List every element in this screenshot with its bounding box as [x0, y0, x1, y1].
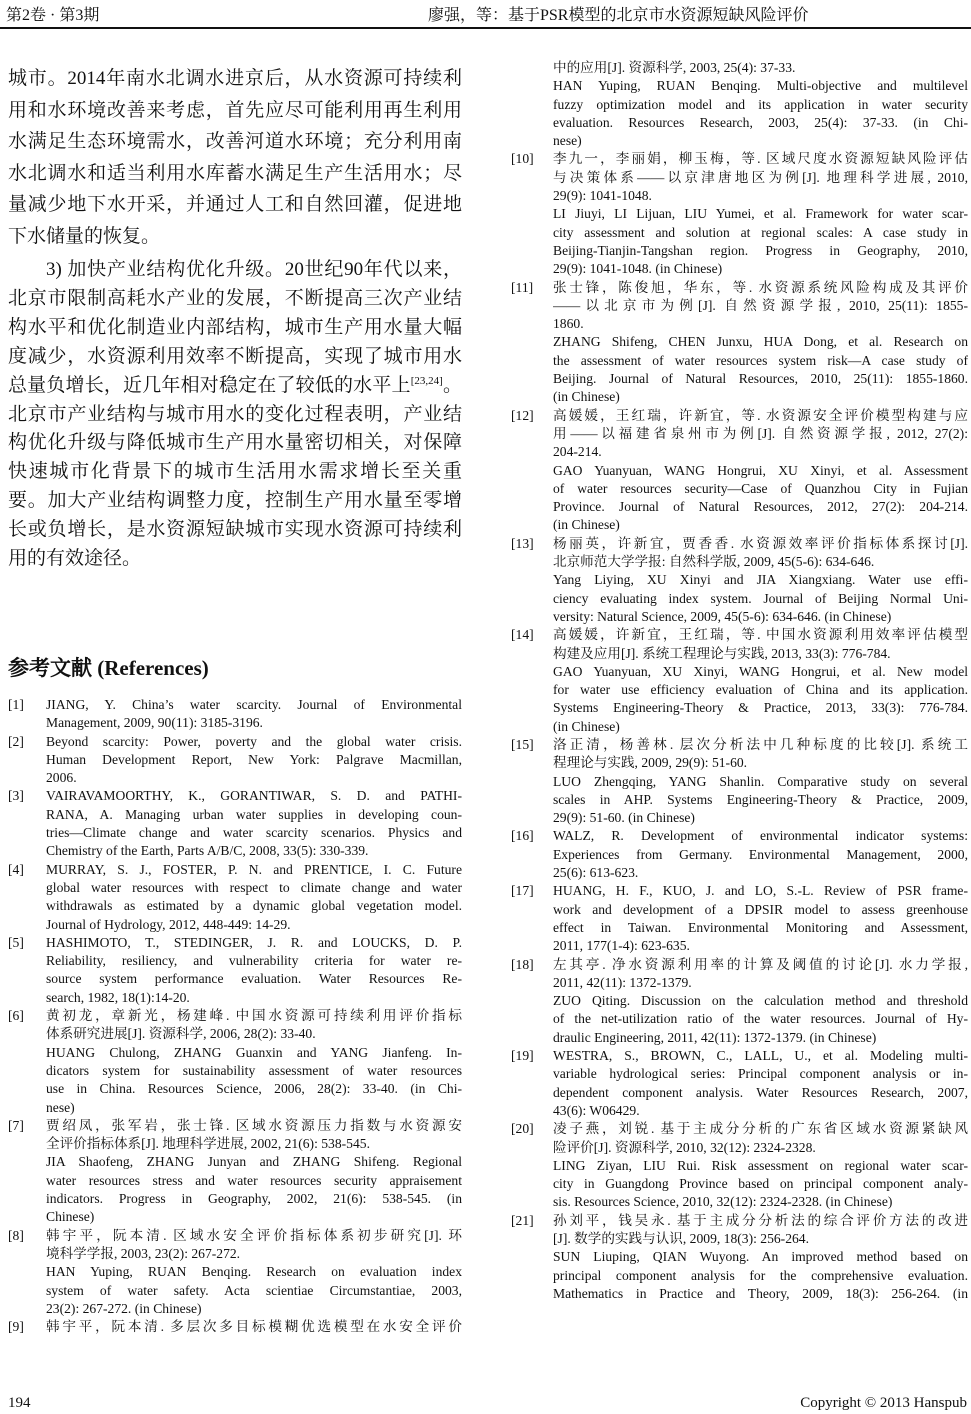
text-line: 高媛媛，许新宜，王红瑞，等. 中国水资源利用效率评估模型	[553, 627, 968, 643]
reference-entry	[8, 861, 462, 934]
reference-text-block	[46, 1117, 462, 1154]
journal-volume-issue: 第2卷 · 第3期	[6, 7, 100, 24]
text-line: LUO Zhengqing, YANG Shanlin. Comparative study on several	[553, 773, 968, 789]
reference-text-block	[553, 1047, 968, 1120]
reference-text-block	[46, 861, 462, 934]
text-line: 2011, 42(11): 1372-1379.	[553, 974, 692, 990]
reference-text-block	[553, 279, 968, 334]
reference-text-block	[46, 1227, 462, 1264]
reference-text-block	[46, 1153, 462, 1226]
text-line: HAN Yuping, RUAN Benqing. Research on evaluation index	[46, 1264, 462, 1280]
reference-number: [5]	[8, 934, 24, 950]
text-line: global water resources with respect to climate change and water	[46, 879, 462, 895]
reference-entry	[511, 956, 968, 1047]
text-line: JIA Shaofeng, ZHANG Junyan and ZHANG Shifeng. Regional	[46, 1154, 462, 1170]
reference-text-block	[553, 882, 968, 955]
reference-entry	[511, 1047, 968, 1120]
text-line: 3) 加快产业结构优化升级。20世纪90年代以来，	[46, 259, 462, 280]
copyright-notice: Copyright © 2013 Hanspub	[800, 1395, 967, 1411]
reference-number: [3]	[8, 788, 24, 804]
reference-text-block	[553, 827, 968, 882]
reference-entry	[511, 626, 968, 736]
text-line: WESTRA, S., BROWN, C., LALL, U., et al. Modeling multi-	[553, 1048, 968, 1064]
text-line: scales in AHP. Systems Engineering-Theory & Practice, 2009,	[553, 791, 968, 807]
text-line: Journal of Hydrology, 2012, 448-449: 14-29.	[46, 916, 291, 932]
reference-text-block	[46, 1263, 462, 1318]
text-segment: 。	[442, 374, 462, 396]
text-line: (in Chinese)	[553, 517, 620, 533]
references-list-left	[8, 696, 462, 1336]
reference-text-block	[46, 934, 462, 1007]
text-line: versity: Natural Science, 2009, 45(5-6): 634-646. (in Chinese)	[553, 608, 892, 624]
text-line: the assessment of water resources system risk—A case study of	[553, 352, 968, 368]
reference-text-block	[553, 150, 968, 205]
reference-number: [14]	[511, 627, 534, 643]
running-title: 廖强，等：基于PSR模型的北京市水资源短缺风险评价	[428, 7, 809, 24]
reference-entry	[8, 733, 462, 788]
reference-text-block	[46, 787, 462, 860]
reference-entry	[8, 787, 462, 860]
reference-number: [20]	[511, 1121, 534, 1137]
text-line: 25(6): 613-623.	[553, 865, 639, 881]
text-line: RANA, A. Managing urban water supplies in developing coun-	[46, 806, 462, 822]
reference-number: [12]	[511, 407, 534, 423]
text-line: 孙刘平，钱吴永. 基于主成分分析法的综合评价方法的改进	[553, 1212, 968, 1228]
text-line: 凌子燕，刘锐. 基于主成分分析的广东省区域水资源紧缺风	[553, 1121, 968, 1137]
text-segment: 总量负增长，近几年相对稳定在了较低的水平上	[8, 374, 411, 396]
reference-text-block	[553, 535, 968, 572]
text-line: [J]. 数学的实践与认识, 2009, 18(3): 256-264.	[553, 1231, 809, 1246]
text-line: evaluation. Resources Research, 2003, 25(4): 37-33. (in Chi-	[553, 114, 968, 130]
text-line: Chinese)	[46, 1209, 95, 1225]
reference-number: [18]	[511, 956, 534, 972]
text-line: 张士锋，陈俊旭，华东，等. 水资源系统风险构成及其评价	[553, 279, 968, 295]
text-line: 中的应用[J]. 资源科学, 2003, 25(4): 37-33.	[553, 60, 796, 75]
reference-entry	[511, 1120, 968, 1211]
text-line: 2006.	[46, 770, 77, 786]
reference-entry	[511, 1212, 968, 1303]
reference-text-block	[553, 77, 968, 150]
reference-text-block	[553, 773, 968, 828]
reference-number: [2]	[8, 733, 24, 749]
reference-entry	[8, 1007, 462, 1117]
text-line: GAO Yuanyuan, XU Xinyi, WANG Hongrui, et al. New model	[553, 663, 968, 679]
citation-superscript: [23,24]	[410, 374, 443, 387]
text-line: Reliability, resiliency, and vulnerability criteria for water re-	[46, 953, 462, 969]
text-line: use in China. Resources Science, 2006, 28(2): 33-40. (in Chi-	[46, 1081, 462, 1097]
reference-text-block	[46, 733, 462, 788]
text-line: city assessment and solution at regional scales: A case study in	[553, 224, 968, 240]
text-line: 水满足生态环境需水，改善河道水环境；充分利用南	[8, 131, 462, 153]
text-line: nese)	[46, 1099, 75, 1115]
text-line: 左其亭. 净水资源利用率的计算及阈值的讨论[J]. 水力学报,	[553, 956, 968, 972]
reference-text-block	[553, 956, 968, 993]
text-line: GAO Yuanyuan, WANG Hongrui, XU Xinyi, et al. Assessment	[553, 462, 968, 478]
text-line: Yang Liying, XU Xinyi and JIA Xiangxiang. Water use effi-	[553, 572, 968, 588]
text-line: Beijing-Tianjin-Tangshan region. Progress in Geography, 2010,	[553, 242, 968, 258]
text-line: 量减少地下水开采，并通过人工和自然回灌，促进地	[8, 194, 462, 216]
text-line: city in Guangdong Province based on principal component analy-	[553, 1176, 968, 1192]
text-line: LI Jiuyi, LI Lijuan, LIU Yumei, et al. Framework for water scar-	[553, 206, 968, 222]
text-line: WALZ, R. Development of environmental indicator systems:	[553, 828, 968, 844]
text-line: dicators system for sustainability assessment of water resources	[46, 1062, 462, 1078]
text-line: effect in Taiwan. Environmental Monitoring and Assessment,	[553, 919, 968, 935]
reference-text-block	[46, 1318, 462, 1336]
reference-text-block	[553, 1212, 968, 1249]
reference-number: [15]	[511, 736, 534, 752]
text-line: ——以北京市为例[J]. 自然资源学报, 2010, 25(11): 1855-	[553, 297, 968, 313]
reference-number: [13]	[511, 535, 534, 551]
reference-entry	[511, 150, 968, 278]
reference-number: [17]	[511, 883, 534, 899]
reference-entry	[8, 1227, 462, 1318]
text-line: LING Ziyan, LIU Rui. Risk assessment on regional water scar-	[553, 1157, 968, 1173]
reference-entry	[511, 407, 968, 535]
text-line: (in Chinese)	[553, 718, 620, 734]
text-line: Management, 2009, 90(11): 3185-3196.	[46, 715, 263, 731]
text-line: 1860.	[553, 316, 584, 332]
text-line: 程理论与实践, 2009, 29(9): 51-60.	[553, 755, 748, 771]
text-line: MURRAY, S. J., FOSTER, P. N. and PRENTICE, I. C. Future	[46, 861, 462, 877]
text-line: 韩宇平，阮本清. 多层次多目标模糊优选模型在水安全评价	[46, 1319, 462, 1335]
text-line: 23(2): 267-272. (in Chinese)	[46, 1300, 202, 1316]
reference-number: [16]	[511, 828, 534, 844]
reference-number: [4]	[8, 861, 24, 877]
text-line: Systems Engineering-Theory & Practice, 2013, 33(3): 776-784.	[553, 700, 968, 716]
reference-entry	[511, 279, 968, 407]
text-line: dependent component analysis. Water Resources Research, 2007,	[553, 1084, 968, 1100]
text-line: search, 1982, 18(1):14-20.	[46, 989, 190, 1005]
text-line: Beyond scarcity: Power, poverty and the global water crisis.	[46, 733, 462, 749]
text-line: source system performance evaluation. Water Resources Re-	[46, 971, 462, 987]
text-line: 204-214.	[553, 444, 602, 460]
text-line: sis. Resources Science, 2010, 32(12): 2324-2328. (in Chinese)	[553, 1194, 893, 1210]
text-line: SUN Liuping, QIAN Wuyong. An improved method based on	[553, 1249, 968, 1265]
text-line: 构优化升级与降低城市生产用水量密切相关，对保障	[8, 432, 462, 454]
reference-entry	[511, 535, 968, 626]
text-line: 韩宇平，阮本清. 区域水安全评价指标体系初步研究[J]. 环	[46, 1227, 462, 1243]
text-line: 要。加大产业结构调整力度，控制生产用水量至零增	[8, 490, 462, 512]
reference-text-block	[46, 1007, 462, 1044]
references-list-right	[511, 59, 968, 1303]
reference-entry	[511, 827, 968, 882]
reference-entry	[8, 1318, 462, 1336]
text-line: tries—Climate change and water scarcity scenarios. Physics and	[46, 825, 462, 841]
page-number: 194	[8, 1395, 31, 1411]
text-line: HUANG Chulong, ZHANG Guanxin and YANG Jianfeng. In-	[46, 1044, 462, 1060]
text-line: HAN Yuping, RUAN Benqing. Multi-objective and multilevel	[553, 78, 968, 94]
text-line: HASHIMOTO, T., STEDINGER, J. R. and LOUCKS, D. P.	[46, 934, 462, 950]
text-line: ZHANG Shifeng, CHEN Junxu, HUA Dong, et al. Research on	[553, 334, 968, 350]
reference-text-block	[553, 1248, 968, 1303]
reference-entry	[511, 59, 968, 150]
reference-number: [9]	[8, 1319, 24, 1335]
text-line: 29(9): 1041-1048. (in Chinese)	[553, 261, 723, 277]
reference-text-block	[553, 1120, 968, 1157]
text-line: 度减少，水资源利用效率不断提高，实现了城市用水	[8, 345, 462, 367]
reference-text-block	[553, 992, 968, 1047]
reference-text-block	[553, 626, 968, 663]
text-line: principal component analysis for the comprehensive evaluation.	[553, 1267, 968, 1283]
reference-text-block	[46, 1044, 462, 1117]
reference-text-block	[553, 205, 968, 278]
text-line: 快速城市化背景下的城市生活用水需求增长至关重	[8, 461, 462, 483]
text-line: nese)	[553, 133, 582, 149]
reference-number: [8]	[8, 1227, 24, 1243]
reference-number: [10]	[511, 151, 534, 167]
text-line: 用和水环境改善来考虑，首先应尽可能利用再生利用	[8, 99, 462, 121]
text-line: Chemistry of the Earth, Parts A/B/C, 2008, 33(5): 330-339.	[46, 843, 369, 859]
text-line: 险评价[J]. 资源科学, 2010, 32(12): 2324-2328.	[553, 1139, 816, 1155]
text-line: 杨丽英，许新宜，贾香香. 水资源效率评价指标体系探讨[J].	[553, 535, 968, 551]
text-line: 用的有效途径。	[8, 548, 142, 570]
text-line: for water use efficiency evaluation of China and its application.	[553, 682, 968, 698]
text-line: 长或负增长，是水资源短缺城市实现水资源可持续利	[8, 519, 462, 541]
reference-text-block	[553, 462, 968, 535]
reference-entry	[8, 934, 462, 1007]
text-line: 城市。2014年南水北调水进京后，从水资源可持续利	[8, 68, 462, 89]
text-line: 用——以福建省泉州市为例[J]. 自然资源学报, 2012, 27(2):	[553, 425, 968, 441]
body-paragraph-1	[8, 63, 462, 253]
text-line: 黄初龙，章新光，杨建峰. 中国水资源可持续利用评价指标	[46, 1008, 462, 1024]
reference-number: [1]	[8, 697, 24, 712]
text-line: VAIRAVAMOORTHY, K., GORANTIWAR, S. D. and PATHI-	[46, 788, 462, 804]
text-line: 境科学学报, 2003, 23(2): 267-272.	[46, 1245, 241, 1261]
running-header	[0, 0, 971, 29]
text-line: (in Chinese)	[553, 389, 620, 405]
text-line: 北京市产业结构与城市用水的变化过程表明，产业结	[8, 403, 462, 425]
text-line: 体系研究进展[J]. 资源科学, 2006, 28(2): 33-40.	[46, 1026, 316, 1042]
reference-entry	[511, 736, 968, 827]
reference-text-block	[553, 736, 968, 773]
text-line: 高媛媛，王红瑞，许新宜，等. 水资源安全评价模型构建与应	[553, 407, 968, 423]
reference-number: [11]	[511, 279, 534, 295]
text-line: of water resources security—Case of Quanzhou City in Fujian	[553, 480, 968, 496]
text-line: of the net-utilization ratio of the water resources. Journal of Hy-	[553, 1011, 968, 1027]
reference-text-block	[46, 696, 462, 733]
text-line: fuzzy optimization model and its application in water security	[553, 96, 968, 112]
reference-text-block	[553, 663, 968, 736]
reference-number: [7]	[8, 1117, 24, 1133]
reference-text-block	[553, 59, 968, 77]
reference-number: [6]	[8, 1008, 24, 1024]
text-line: Experiences from Germany. Environmental Management, 2000,	[553, 846, 968, 862]
text-line: HUANG, H. F., KUO, J. and LO, S.-L. Review of PSR frame-	[553, 883, 968, 899]
text-line: water resources stress and water resources security appraisement	[46, 1172, 462, 1188]
text-line: 下水储量的恢复。	[8, 225, 161, 247]
reference-text-block	[553, 333, 968, 406]
text-line: work and development of a DPSIR model to assess greenhouse	[553, 901, 968, 917]
text-line: Mathematics in Practice and Theory, 2009, 18(3): 256-264. (in	[553, 1285, 968, 1301]
text-line: ZUO Qiting. Discussion on the calculation method and threshold	[553, 993, 968, 1009]
reference-text-block	[553, 407, 968, 462]
text-line: 43(6): W06429.	[553, 1102, 640, 1118]
text-line: 贾绍凤，张军岩，张士锋. 区域水资源压力指数与水资源安	[46, 1117, 462, 1133]
text-line: variable hydrological series: Principal component analysis or in-	[553, 1066, 968, 1082]
text-line: indicators. Progress in Geography, 2002, 21(6): 538-545. (in	[46, 1191, 462, 1207]
text-line: 29(9): 1041-1048.	[553, 188, 652, 204]
text-line	[8, 372, 462, 401]
text-line: 水北调水和适当利用水库蓄水满足生产生活用水；尽	[8, 162, 462, 184]
text-line: JIANG, Y. China’s water scarcity. Journal of Environmental	[46, 697, 462, 712]
text-line: ciency evaluating index system. Journal of Beijing Normal Uni-	[553, 590, 968, 606]
reference-entry	[8, 696, 462, 733]
reference-text-block	[553, 1157, 968, 1212]
text-line: Human Development Report, New York: Palgrave Macmillan,	[46, 751, 462, 767]
text-line: system of water safety. Acta scientiae Circumstantiae, 2003,	[46, 1282, 462, 1298]
text-line: 构建及应用[J]. 系统工程理论与实践, 2013, 33(3): 776-784.	[553, 645, 891, 661]
text-line: 李九一，李丽娟，柳玉梅，等. 区域尺度水资源短缺风险评估	[553, 151, 968, 167]
text-line: 北京市限制高耗水产业的发展，不断提高三次产业结	[8, 287, 462, 309]
text-line: 2011, 177(1-4): 623-635.	[553, 938, 690, 954]
references-heading: 参考文献 (References)	[8, 656, 209, 680]
text-line: 北京师范大学学报: 自然科学版, 2009, 45(5-6): 634-646.	[553, 554, 875, 570]
body-paragraph-2	[8, 256, 462, 574]
text-line: 洛正清，杨善林. 层次分析法中几种标度的比较[J]. 系统工	[553, 736, 968, 752]
text-line: 29(9): 51-60. (in Chinese)	[553, 810, 695, 826]
text-line: draulic Engineering, 2011, 42(11): 1372-1379. (in Chinese)	[553, 1029, 877, 1045]
reference-text-block	[553, 571, 968, 626]
text-line: 与决策体系——以京津唐地区为例[J]. 地理科学进展, 2010,	[553, 169, 968, 185]
reference-number: [19]	[511, 1048, 534, 1064]
reference-entry	[511, 882, 968, 955]
reference-entry	[8, 1117, 462, 1227]
text-line: 全评价指标体系[J]. 地理科学进展, 2002, 21(6): 538-545.	[46, 1136, 370, 1152]
text-line: Beijing. Journal of Natural Resources, 2010, 25(11): 1855-1860.	[553, 371, 968, 387]
reference-number: [21]	[511, 1212, 534, 1228]
text-line: Province. Journal of Natural Resources, 2012, 27(2): 204-214.	[553, 499, 968, 515]
text-line: 构水平和优化制造业内部结构，城市生产用水量大幅	[8, 316, 462, 338]
text-line: withdrawals as estimated by a dynamic global vegetation model.	[46, 898, 462, 914]
